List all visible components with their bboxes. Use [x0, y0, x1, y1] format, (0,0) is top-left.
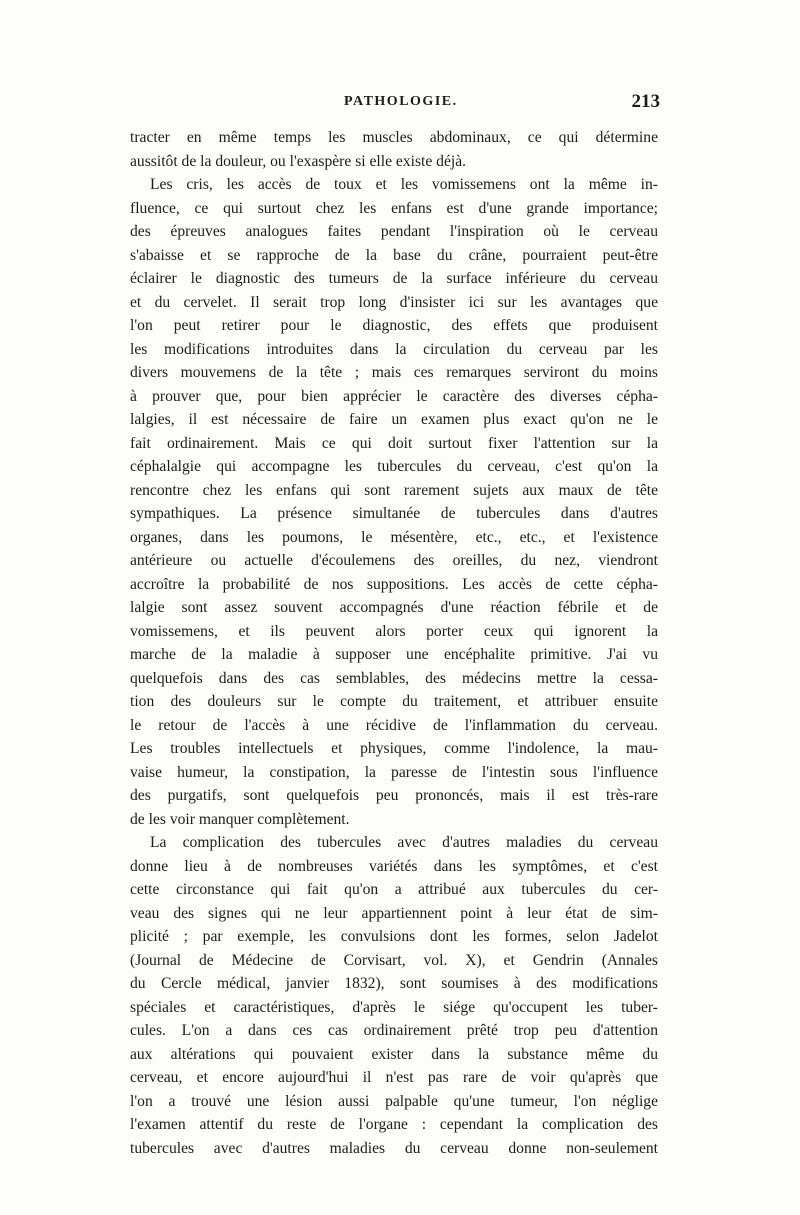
text-line: des épreuves analogues faites pendant l'inspiration où le cerveau	[130, 223, 658, 240]
text-line: plicité ; par exemple, les convulsions dont les formes, selon Jadelot	[130, 928, 658, 945]
text-line: les modifications introduites dans la circulation du cerveau par les	[130, 340, 658, 358]
text-line: le retour de l'accès à une récidive de l'inflammation du cerveau.	[130, 716, 658, 734]
text-line: s'abaisse et se rapproche de la base du crâne, pourraient peut-être	[130, 246, 658, 264]
text-line: cules. L'on a dans ces cas ordinairement prêté trop peu d'attention	[130, 1022, 658, 1039]
text-line: quelquefois dans des cas semblables, des médecins mettre la cessa-	[130, 669, 658, 687]
text-line: marche de la maladie à supposer une encéphalite primitive. J'ai vu	[130, 646, 658, 663]
text-line: du Cercle médical, janvier 1832), sont soumises à des modifications	[130, 975, 658, 992]
text-line: l'on peut retirer pour le diagnostic, des effets que produisent	[130, 317, 658, 334]
text-line: lalgie sont assez souvent accompagnés d'une réaction fébrile et de	[130, 599, 658, 616]
text-line: l'on a trouvé une lésion aussi palpable qu'une tumeur, l'on néglige	[130, 1092, 658, 1110]
text-line: des purgatifs, sont quelquefois peu prononcés, mais il est très-rare	[130, 787, 658, 804]
text-line: céphalalgie qui accompagne les tubercules du cerveau, c'est qu'on la	[130, 458, 658, 475]
text-line: cette circonstance qui fait qu'on a attribué aux tubercules du cer-	[130, 881, 658, 898]
text-line: fait ordinairement. Mais ce qui doit surtout fixer l'attention sur la	[130, 434, 658, 452]
text-line: tubercules avec d'autres maladies du cerveau donne non-seulement	[130, 1139, 658, 1157]
text-line: veau des signes qui ne leur appartiennent point à leur état de sim-	[130, 904, 658, 922]
text-line: lalgies, il est nécessaire de faire un examen plus exact qu'on ne le	[130, 411, 658, 428]
text-line: vaise humeur, la constipation, la paresse de l'intestin sous l'influence	[130, 763, 658, 781]
text-line: fluence, ce qui surtout chez les enfans est d'une grande importance;	[130, 199, 658, 217]
running-title: PATHOLOGIE.	[344, 94, 458, 109]
text-line: rencontre chez les enfans qui sont rarement sujets aux maux de tête	[130, 481, 658, 499]
text-line: aux altérations qui pouvaient exister dans la substance même du	[130, 1045, 658, 1063]
text-line: divers mouvemens de la tête ; mais ces remarques serviront du moins	[130, 364, 658, 381]
text-line: organes, dans les poumons, le mésentère, etc., etc., et l'existence	[130, 528, 658, 546]
text-line: l'examen attentif du reste de l'organe : cependant la complication des	[130, 1116, 658, 1133]
text-line: Les troubles intellectuels et physiques, comme l'indolence, la mau-	[130, 740, 658, 757]
text-line: accroître la probabilité de nos suppositions. Les accès de cette cépha-	[130, 575, 658, 593]
text-line: à prouver que, pour bien apprécier le caractère des diverses cépha-	[130, 387, 658, 405]
text-line: et du cervelet. Il serait trop long d'insister ici sur les avantages que	[130, 293, 658, 311]
text-line: aussitôt de la douleur, ou l'exaspère si elle existe déjà.	[130, 152, 467, 170]
text-line: Les cris, les accès de toux et les vomissemens ont la même in-	[150, 176, 658, 193]
text-line: cerveau, et encore aujourd'hui il n'est pas rare de voir qu'après que	[130, 1069, 658, 1086]
page-number: 213	[631, 91, 660, 112]
text-line: éclairer le diagnostic des tumeurs de la surface inférieure du cerveau	[130, 270, 658, 287]
text-line: sympathiques. La présence simultanée de tubercules dans d'autres	[130, 505, 658, 522]
text-line: (Journal de Médecine de Corvisart, vol. X), et Gendrin (Annales	[130, 951, 658, 969]
text-line: donne lieu à de nombreuses variétés dans les symptômes, et c'est	[130, 857, 658, 875]
text-line: spéciales et caractéristiques, d'après le siége qu'occupent les tuber-	[130, 998, 658, 1016]
text-line: vomissemens, et ils peuvent alors porter ceux qui ignorent la	[130, 622, 658, 640]
text-line: antérieure ou actuelle d'écoulemens des oreilles, du nez, viendront	[130, 552, 658, 569]
text-line: La complication des tubercules avec d'autres maladies du cerveau	[150, 834, 658, 851]
text-line: de les voir manquer complètement.	[130, 810, 350, 828]
running-head	[132, 91, 660, 118]
body-text	[130, 126, 658, 1160]
text-line: tracter en même temps les muscles abdominaux, ce qui détermine	[130, 129, 658, 146]
text-line: tion des douleurs sur le compte du traitement, et attribuer ensuite	[130, 693, 658, 710]
